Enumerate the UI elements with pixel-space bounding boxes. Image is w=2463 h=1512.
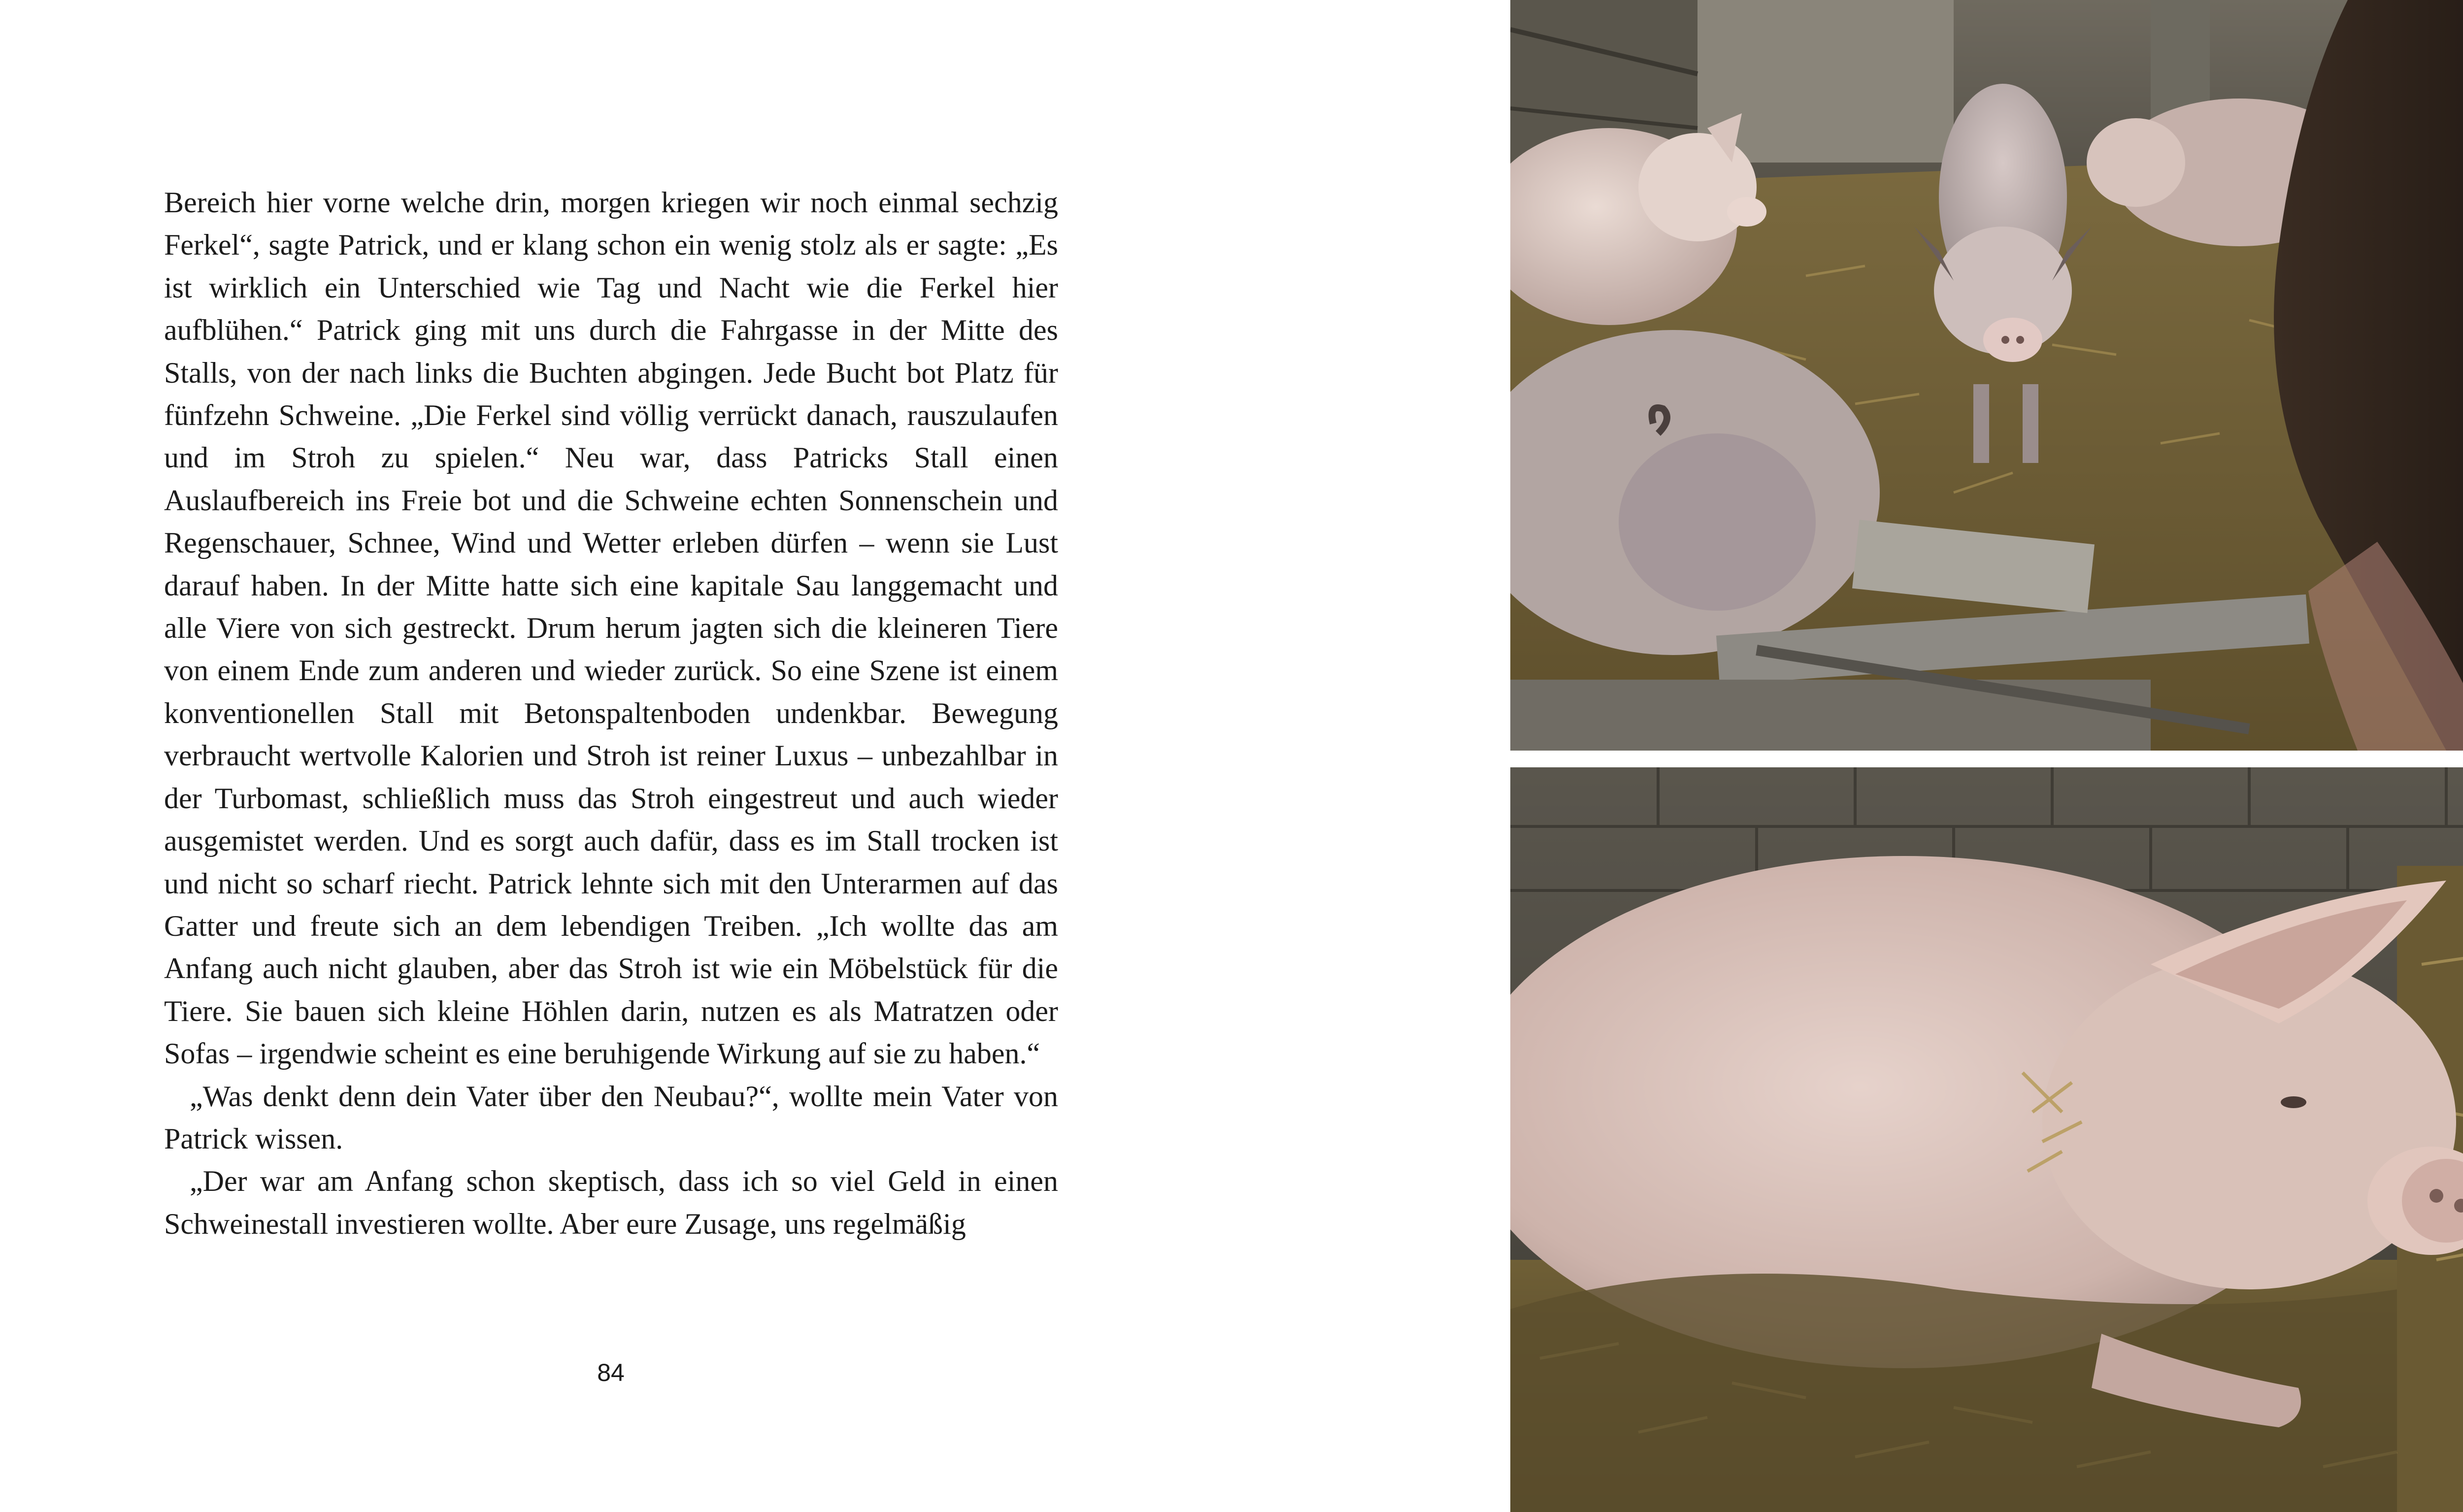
paragraph-1: Bereich hier vorne welche drin, morgen kriegen wir noch einmal sechzig Ferkel“, sagte Patrick, und er klang schon ein wenig stolz als er sagte: „Es ist wirklich ein Unterschied wie Tag und Nacht wie die Ferkel hier aufblühen.“ Patrick ging mit uns durch die Fahrgasse in der Mitte des Stalls, von der nach links die Buchten abgingen. Jede Bucht bot Platz für fünfzehn Schweine. „Die Ferkel sind völlig verrückt danach, rauszulaufen und im Stroh zu spielen.“ Neu war, dass Patricks Stall einen Auslaufbereich ins Freie bot und die Schweine echten Sonnenschein und Regenschauer, Schnee, Wind und Wetter erleben dürfen – wenn sie Lust darauf haben. In der Mitte hatte sich eine kapitale Sau langgemacht und alle Viere von sich gestreckt. Drum herum jagten sich die kleineren Tiere von einem Ende zum anderen und wieder zurück. So eine Szene ist einem konventionellen Stall mit Betonspaltenboden undenkbar. Bewegung verbraucht wertvolle Kalorien und Stroh ist reiner Luxus – unbezahlbar in der Turbomast, schließlich muss das Stroh eingestreut und auch wieder ausgemistet werden. Und es sorgt auch dafür, dass es im Stall trocken ist und nicht so scharf riecht. Patrick lehnte sich mit den Unterarmen auf das Gatter und freute sich an dem lebendigen Treiben. „Ich wollte das am Anfang auch nicht glauben, aber das Stroh ist wie ein Möbelstück für die Tiere. Sie bauen sich kleine Höhlen darin, nutzen es als Matratzen oder Sofas – irgendwie scheint es eine beruhigende Wirkung auf sie zu haben.“ xyxy=(164,186,1058,1070)
paragraph-2: „Was denkt denn dein Vater über den Neubau?“, wollte mein Vater von Patrick wissen. xyxy=(164,1080,1058,1155)
body-text xyxy=(164,181,1058,1245)
photo-sow-lying-in-straw xyxy=(1510,767,2463,1512)
paragraph-3: „Der war am Anfang schon skeptisch, dass ich so viel Geld in einen Schweinestall investieren wollte. Aber eure Zusage, uns regelmäßig xyxy=(164,1165,1058,1240)
page-number: 84 xyxy=(597,1359,625,1386)
photo-pigs-in-pen xyxy=(1510,0,2463,751)
